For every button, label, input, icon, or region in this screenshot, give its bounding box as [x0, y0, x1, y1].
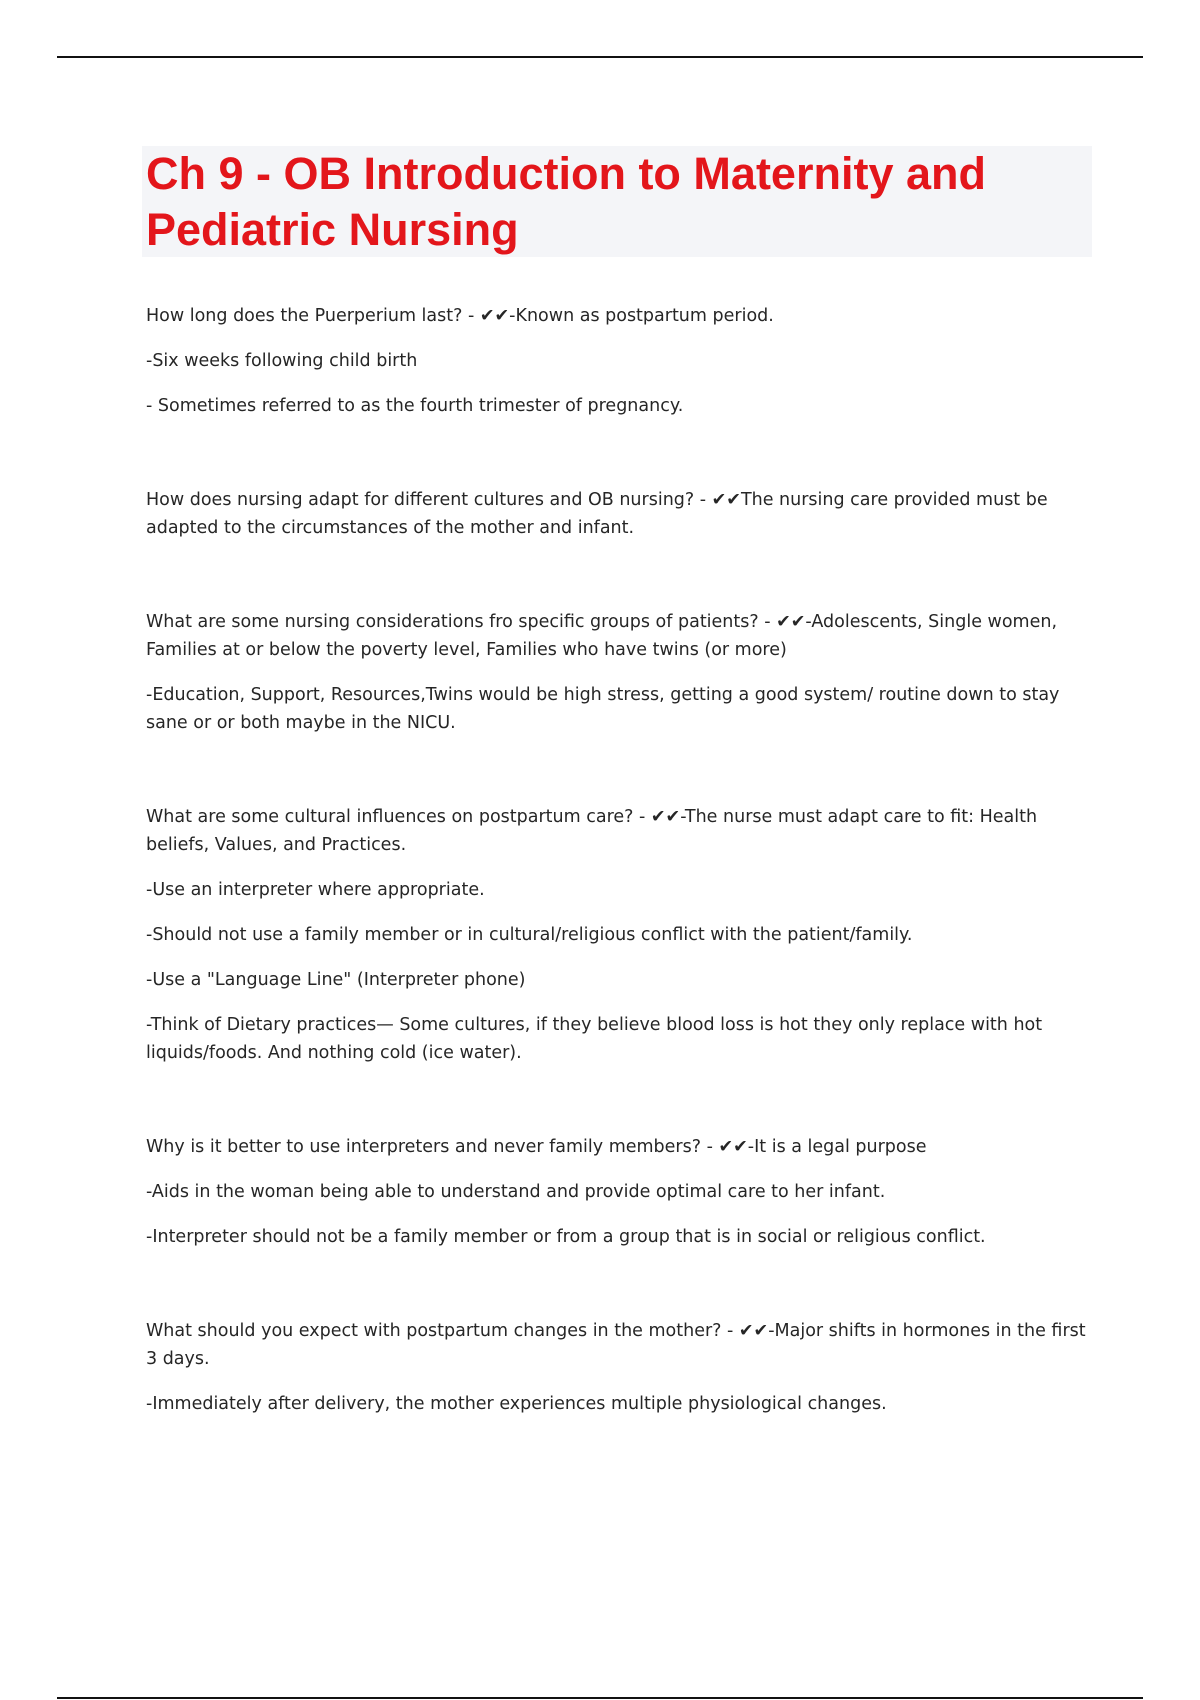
qa-line: -Aids in the woman being able to understand and provide optimal care to her infant. [146, 1182, 886, 1202]
qa-item [146, 1133, 1086, 1251]
qa-line: -Education, Support, Resources,Twins would be high stress, getting a good system/ routine down to stay sane or or both maybe in the NICU. [146, 685, 1060, 733]
qa-question: How does nursing adapt for different cultures and OB nursing? - ✔✔The nursing care provided must be adapted to the circumstances of the mother and infant. [146, 490, 1048, 538]
qa-item [146, 1317, 1086, 1418]
qa-line: -Think of Dietary practices— Some cultures, if they believe blood loss is hot they only replace with hot liquids/foods. And nothing cold (ice water). [146, 1015, 1043, 1063]
qa-item [146, 486, 1086, 542]
qa-line: -Immediately after delivery, the mother experiences multiple physiological changes. [146, 1394, 887, 1414]
qa-question: Why is it better to use interpreters and never family members? - ✔✔-It is a legal purpose [146, 1137, 927, 1157]
qa-question: What are some cultural influences on postpartum care? - ✔✔-The nurse must adapt care to fit: Health beliefs, Values, and Practices. [146, 807, 1038, 855]
qa-question: What should you expect with postpartum changes in the mother? - ✔✔-Major shifts in hormones in the first 3 days. [146, 1321, 1086, 1369]
qa-line: -Should not use a family member or in cultural/religious conflict with the patient/family. [146, 925, 913, 945]
qa-question: What are some nursing considerations fro specific groups of patients? - ✔✔-Adolescents, Single women, Families at or below the poverty level, Families who have twins (or more) [146, 612, 1058, 660]
title-banner [142, 146, 1092, 257]
document-title: Ch 9 - OB Introduction to Maternity and Pediatric Nursing [146, 148, 986, 255]
qa-item [146, 803, 1086, 1067]
qa-item [146, 302, 1086, 420]
top-rule [57, 56, 1143, 58]
qa-item [146, 608, 1086, 737]
qa-line: -Interpreter should not be a family member or from a group that is in social or religious conflict. [146, 1227, 986, 1247]
qa-line: -Use a "Language Line" (Interpreter phone) [146, 970, 526, 990]
qa-line: -Use an interpreter where appropriate. [146, 880, 485, 900]
document-body [146, 302, 1086, 1484]
qa-line: - Sometimes referred to as the fourth trimester of pregnancy. [146, 396, 684, 416]
qa-question: How long does the Puerperium last? - ✔✔-Known as postpartum period. [146, 306, 774, 326]
qa-line: -Six weeks following child birth [146, 351, 418, 371]
bottom-rule [57, 1697, 1143, 1699]
